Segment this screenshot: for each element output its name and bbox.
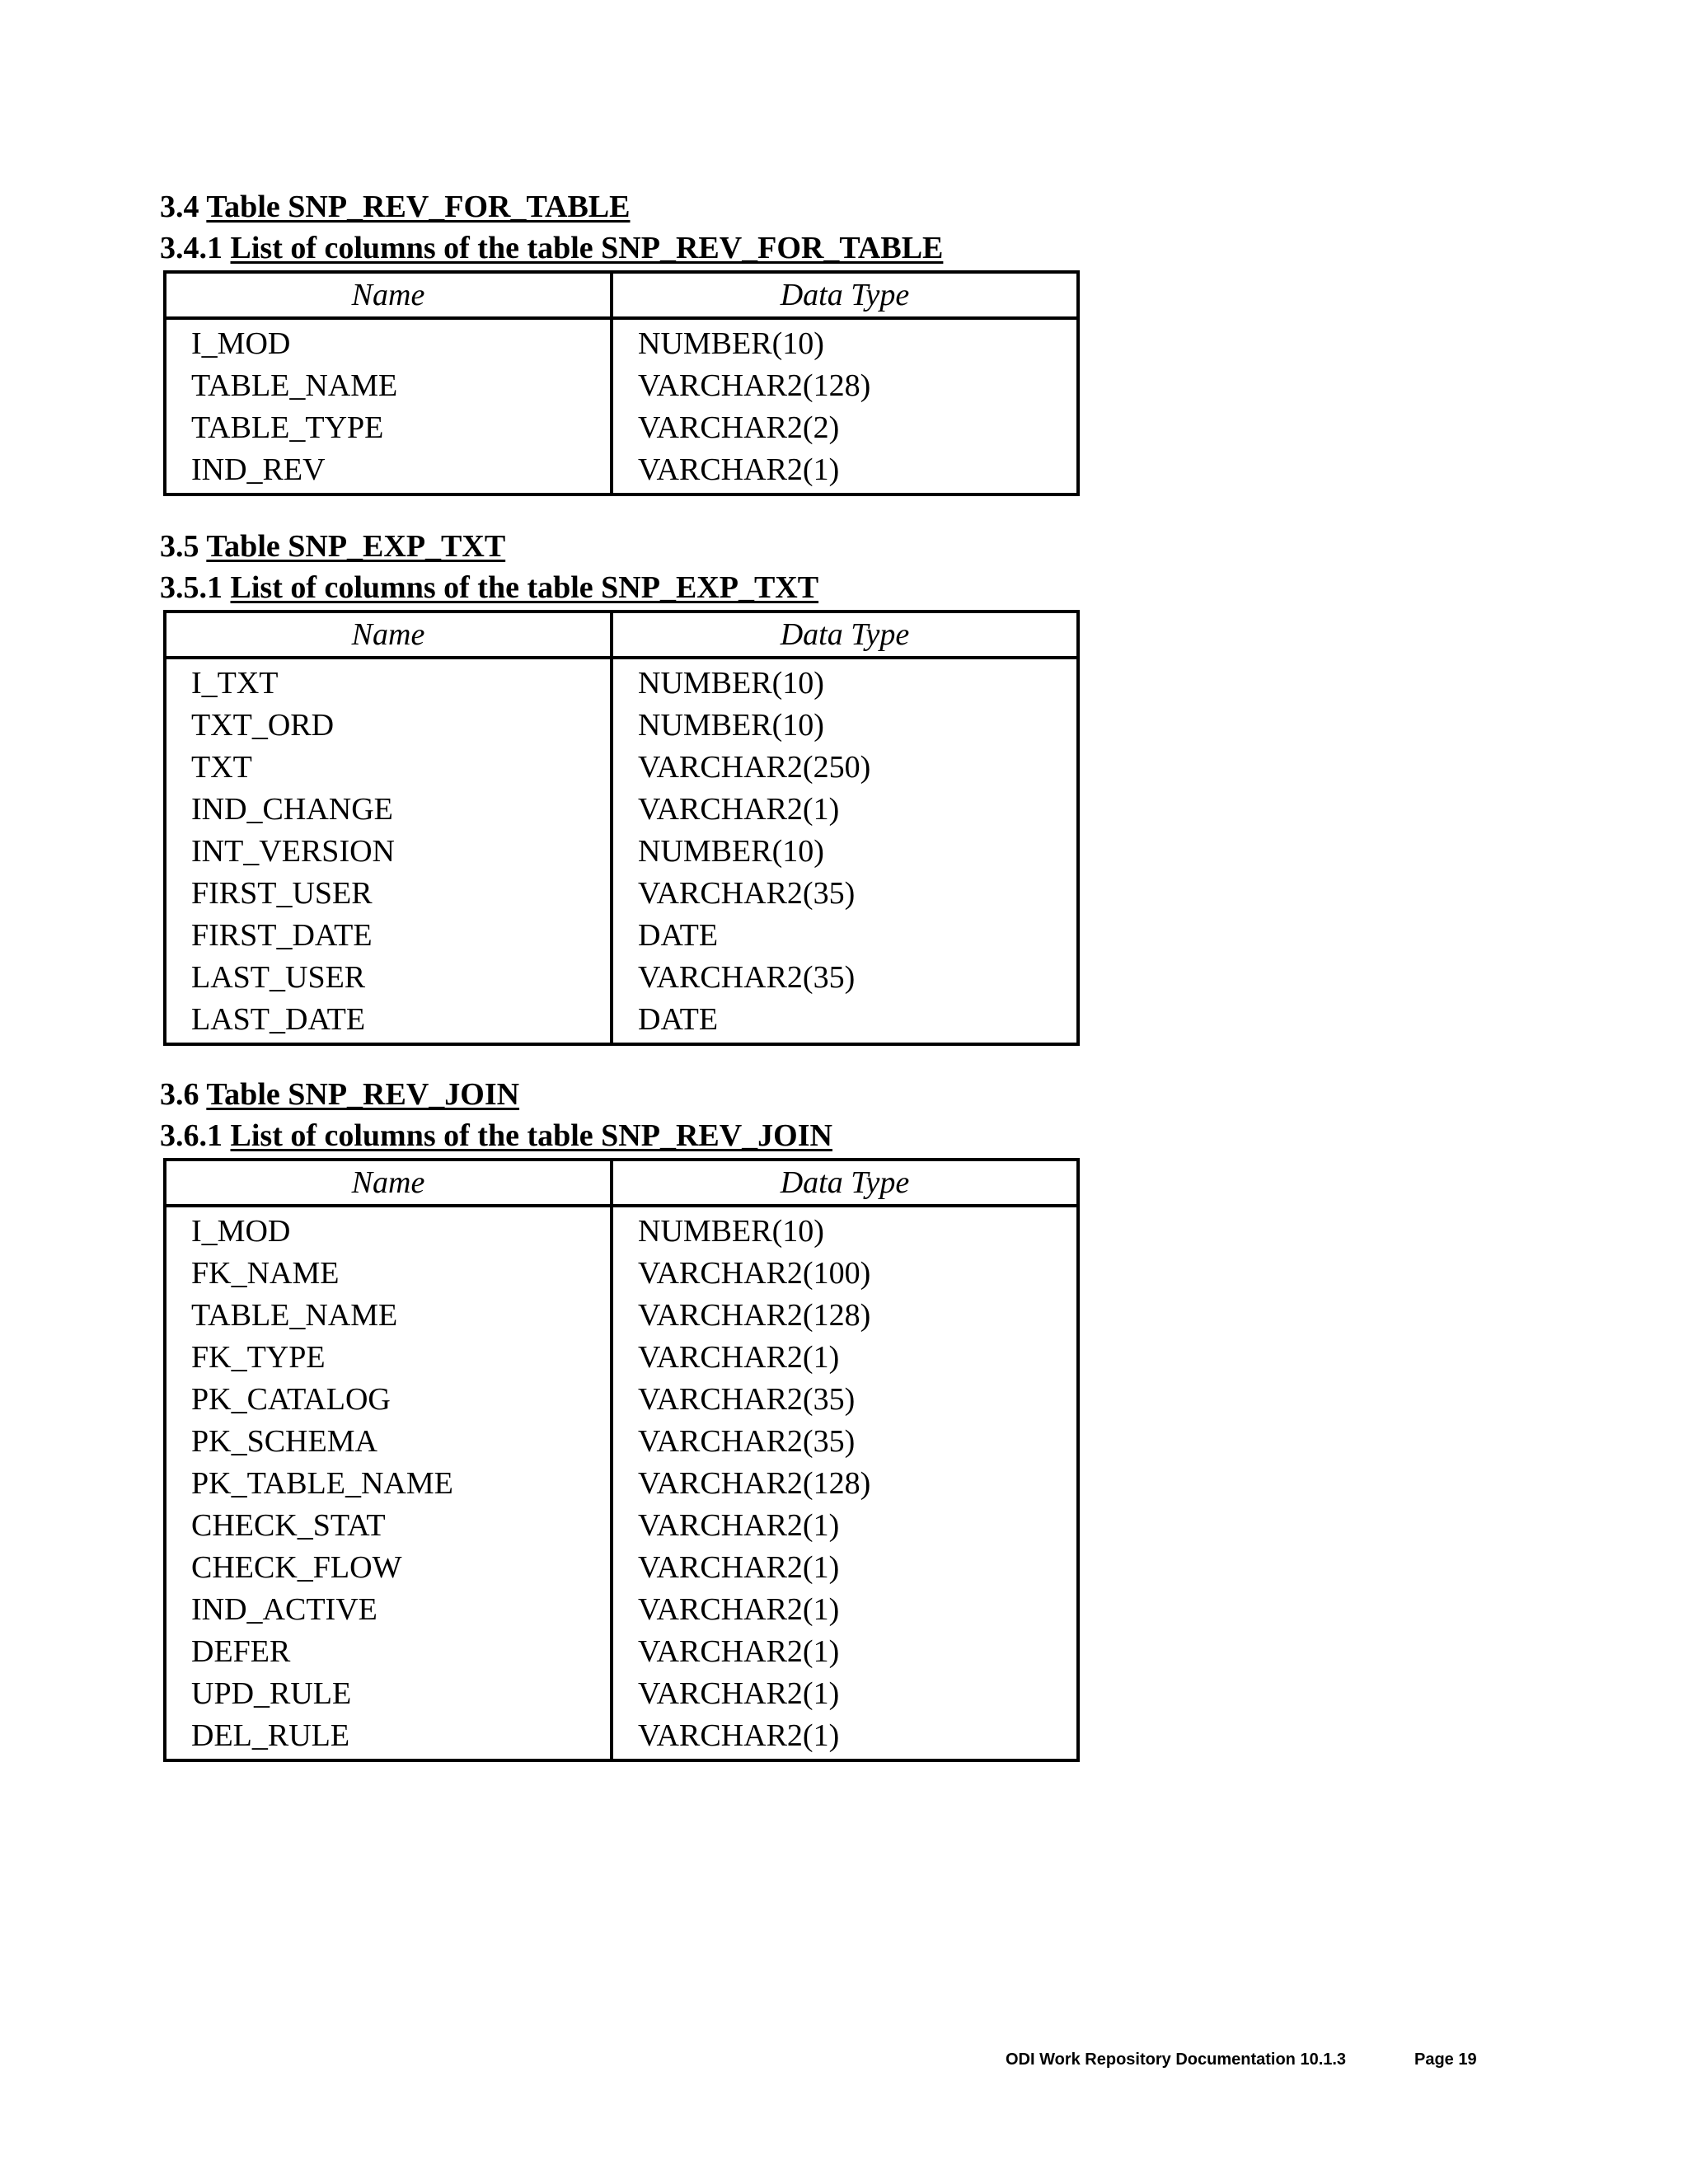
subsection-number: 3.5.1 [160, 570, 223, 605]
section-number: 3.4 [160, 190, 199, 224]
table-row [165, 1673, 1078, 1715]
column-name-cell: FK_TYPE [165, 1337, 612, 1379]
data-type-cell: DATE [638, 918, 719, 953]
column-name-cell: PK_SCHEMA [165, 1421, 612, 1463]
data-type-cell: NUMBER(10) [638, 666, 824, 701]
column-name-cell: LAST_DATE [165, 999, 612, 1044]
subsection-heading [160, 569, 1083, 610]
table-row [165, 747, 1078, 789]
table-header-row [165, 272, 1078, 318]
data-type-cell: VARCHAR2(128) [638, 368, 871, 403]
column-name-cell: INT_VERSION [165, 831, 612, 873]
data-type-cell: VARCHAR2(100) [638, 1256, 871, 1291]
column-name-cell: FK_NAME [165, 1253, 612, 1295]
column-name-cell: CHECK_FLOW [165, 1547, 612, 1589]
table-row [165, 407, 1078, 449]
table-row [165, 1463, 1078, 1505]
columns-table [163, 610, 1080, 1046]
subsection-title: List of columns of the table SNP_REV_FOR_TABLE [230, 231, 944, 265]
table-row [165, 1631, 1078, 1673]
data-type-cell: VARCHAR2(1) [638, 1718, 840, 1753]
header-name: Name [165, 1160, 612, 1206]
table-row [165, 1421, 1078, 1463]
subsection-number: 3.6.1 [160, 1118, 223, 1153]
column-name-cell: IND_REV [165, 449, 612, 494]
section-title: Table SNP_REV_JOIN [206, 1077, 520, 1112]
data-type-cell: NUMBER(10) [638, 1214, 824, 1249]
table-row [165, 1295, 1078, 1337]
data-type-cell: VARCHAR2(1) [638, 1676, 840, 1711]
table-row [165, 1505, 1078, 1547]
column-name-cell: IND_ACTIVE [165, 1589, 612, 1631]
section-title: Table SNP_EXP_TXT [206, 529, 506, 564]
data-type-cell: VARCHAR2(35) [638, 876, 856, 911]
table-row [165, 1379, 1078, 1421]
columns-table [163, 270, 1080, 496]
subsection-title: List of columns of the table SNP_EXP_TXT [230, 570, 819, 605]
section-number: 3.6 [160, 1077, 199, 1112]
subsection-number: 3.4.1 [160, 231, 223, 265]
table-row [165, 318, 1078, 365]
column-name-cell: TABLE_TYPE [165, 407, 612, 449]
column-name-cell: I_MOD [165, 318, 612, 365]
section-heading [160, 188, 1083, 229]
column-name-cell: TABLE_NAME [165, 365, 612, 407]
header-name: Name [165, 612, 612, 658]
data-type-cell: NUMBER(10) [638, 834, 824, 869]
section-heading [160, 1076, 1083, 1117]
data-type-cell: VARCHAR2(1) [638, 1550, 840, 1585]
data-type-cell: VARCHAR2(250) [638, 750, 871, 785]
data-type-cell: VARCHAR2(1) [638, 452, 840, 487]
data-type-cell: VARCHAR2(128) [638, 1466, 871, 1501]
table-row [165, 449, 1078, 494]
data-type-cell: NUMBER(10) [638, 326, 824, 361]
column-name-cell: TXT_ORD [165, 705, 612, 747]
table-row [165, 957, 1078, 999]
table-row [165, 1589, 1078, 1631]
data-type-cell: VARCHAR2(1) [638, 1592, 840, 1627]
table-row [165, 873, 1078, 915]
column-name-cell: FIRST_USER [165, 873, 612, 915]
data-type-cell: VARCHAR2(35) [638, 1382, 856, 1417]
table-row [165, 915, 1078, 957]
column-name-cell: TXT [165, 747, 612, 789]
section-number: 3.5 [160, 529, 199, 564]
table-header-row [165, 1160, 1078, 1206]
column-name-cell: DEFER [165, 1631, 612, 1673]
header-data-type: Data Type [612, 612, 1078, 658]
column-name-cell: PK_CATALOG [165, 1379, 612, 1421]
data-type-cell: VARCHAR2(2) [638, 410, 840, 445]
table-row [165, 1547, 1078, 1589]
subsection-heading [160, 229, 1083, 270]
table-row [165, 1715, 1078, 1760]
columns-table [163, 1158, 1080, 1762]
table-header-row [165, 612, 1078, 658]
column-name-cell: IND_CHANGE [165, 789, 612, 831]
section-title: Table SNP_REV_FOR_TABLE [206, 190, 631, 224]
table-section [160, 527, 1083, 1046]
column-name-cell: CHECK_STAT [165, 1505, 612, 1547]
header-data-type: Data Type [612, 1160, 1078, 1206]
footer-page-number: Page 19 [1414, 2050, 1477, 2069]
table-row [165, 1253, 1078, 1295]
data-type-cell: VARCHAR2(35) [638, 960, 856, 995]
header-name: Name [165, 272, 612, 318]
table-row [165, 831, 1078, 873]
data-type-cell: DATE [638, 1002, 719, 1037]
table-section [160, 1076, 1083, 1762]
footer-doc-title: ODI Work Repository Documentation 10.1.3 [1006, 2050, 1347, 2069]
subsection-heading [160, 1117, 1083, 1158]
table-row [165, 1206, 1078, 1253]
column-name-cell: TABLE_NAME [165, 1295, 612, 1337]
data-type-cell: VARCHAR2(1) [638, 1340, 840, 1375]
data-type-cell: NUMBER(10) [638, 708, 824, 743]
subsection-title: List of columns of the table SNP_REV_JOIN [230, 1118, 832, 1153]
table-row [165, 658, 1078, 705]
data-type-cell: VARCHAR2(1) [638, 1508, 840, 1543]
data-type-cell: VARCHAR2(1) [638, 1634, 840, 1669]
column-name-cell: DEL_RULE [165, 1715, 612, 1760]
data-type-cell: VARCHAR2(35) [638, 1424, 856, 1459]
table-row [165, 365, 1078, 407]
column-name-cell: LAST_USER [165, 957, 612, 999]
header-data-type: Data Type [612, 272, 1078, 318]
data-type-cell: VARCHAR2(128) [638, 1298, 871, 1333]
column-name-cell: PK_TABLE_NAME [165, 1463, 612, 1505]
section-heading [160, 527, 1083, 569]
column-name-cell: FIRST_DATE [165, 915, 612, 957]
table-section [160, 188, 1083, 496]
table-row [165, 999, 1078, 1044]
table-row [165, 1337, 1078, 1379]
table-row [165, 789, 1078, 831]
column-name-cell: UPD_RULE [165, 1673, 612, 1715]
data-type-cell: VARCHAR2(1) [638, 792, 840, 827]
column-name-cell: I_MOD [165, 1206, 612, 1253]
table-row [165, 705, 1078, 747]
column-name-cell: I_TXT [165, 658, 612, 705]
